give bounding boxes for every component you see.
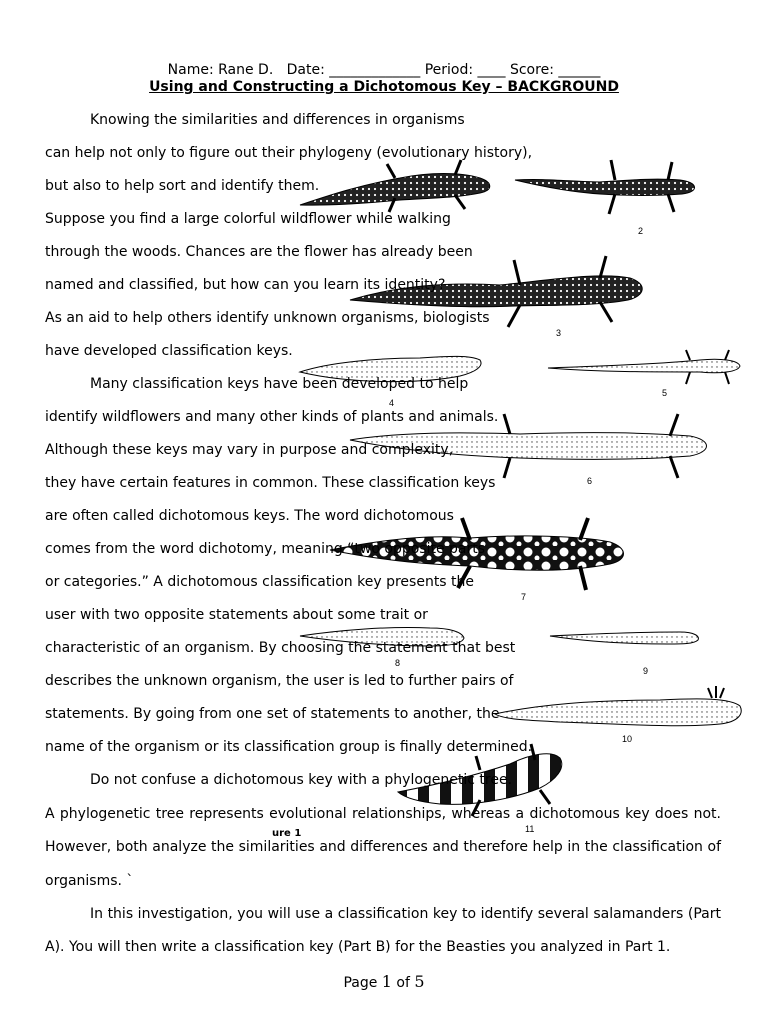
body-line: However, both analyze the similarities and differences and therefore help in the classification of	[45, 839, 721, 855]
body-line: have developed classification keys.	[45, 343, 293, 359]
page-title: Using and Constructing a Dichotomous Key – BACKGROUND	[149, 79, 619, 95]
total-pages-number: 5	[414, 972, 425, 991]
body-line: Although these keys may vary in purpose and complexity,	[45, 442, 454, 458]
body-line: are often called dichotomous keys. The word dichotomous	[45, 508, 454, 524]
figure-number-8: 8	[395, 658, 401, 668]
figure-number-5: 5	[662, 388, 668, 398]
current-page-number: 1	[381, 972, 392, 991]
body-line: user with two opposite statements about some trait or	[45, 607, 428, 623]
body-line: Many classification keys have been developed to help	[90, 376, 469, 392]
salamander-1	[300, 160, 490, 212]
body-line: Do not confuse a dichotomous key with a phylogenetic tree.	[90, 772, 513, 788]
body-line: can help not only to figure out their phylogeny (evolutionary history),	[45, 145, 533, 161]
figure-number-7: 7	[521, 592, 527, 602]
body-line: comes from the word dichotomy, meaning “two opposite parts	[45, 541, 486, 557]
salamander-9	[550, 632, 698, 644]
body-line: describes the unknown organism, the user is led to further pairs of	[45, 673, 514, 689]
body-line: through the woods. Chances are the flower has already been	[45, 244, 473, 260]
body-line: Suppose you find a large colorful wildflower while walking	[45, 211, 451, 227]
body-line: A phylogenetic tree represents evolutional relationships, whereas a dichotomous key does not.	[45, 806, 721, 822]
figure-number-2: 2	[638, 226, 644, 236]
body-line: characteristic of an organism. By choosing the statement that best	[45, 640, 516, 656]
body-line: or categories.” A dichotomous classification key presents the	[45, 574, 475, 590]
body-line: Knowing the similarities and differences in organisms	[90, 112, 465, 128]
body-line: In this investigation, you will use a classification key to identify several salamanders (Part	[90, 906, 721, 922]
body-line: named and classified, but how can you learn its identity?	[45, 277, 446, 293]
salamander-5	[548, 350, 740, 384]
footer-middle: of	[391, 975, 415, 991]
body-line: statements. By going from one set of statements to another, the	[45, 706, 500, 722]
body-line: but also to help sort and identify them.	[45, 178, 320, 194]
body-line: A). You will then write a classification key (Part B) for the Beasties you analyzed in Part 1.	[45, 939, 671, 955]
salamander-2	[515, 160, 695, 214]
body-line: they have certain features in common. These classification keys	[45, 475, 496, 491]
figure-number-11: 11	[525, 824, 535, 834]
figure-number-9: 9	[643, 666, 649, 676]
body-line: name of the organism or its classification group is finally determined.	[45, 739, 533, 755]
figure-number-4: 4	[389, 398, 395, 408]
header-info-line: Name: Rane D. Date: _____________ Period: ____ Score: ______	[167, 62, 601, 78]
salamander-10	[495, 686, 741, 726]
figure-number-6: 6	[587, 476, 593, 486]
body-line: As an aid to help others identify unknown organisms, biologists	[45, 310, 490, 326]
body-line: identify wildflowers and many other kinds of plants and animals.	[45, 409, 499, 425]
body-line: organisms. `	[45, 873, 134, 889]
figure-number-10: 10	[622, 734, 633, 744]
page-footer	[0, 972, 768, 991]
figure-number-3: 3	[556, 328, 562, 338]
figure-label: ure 1	[272, 828, 302, 839]
footer-prefix: Page	[343, 975, 382, 991]
